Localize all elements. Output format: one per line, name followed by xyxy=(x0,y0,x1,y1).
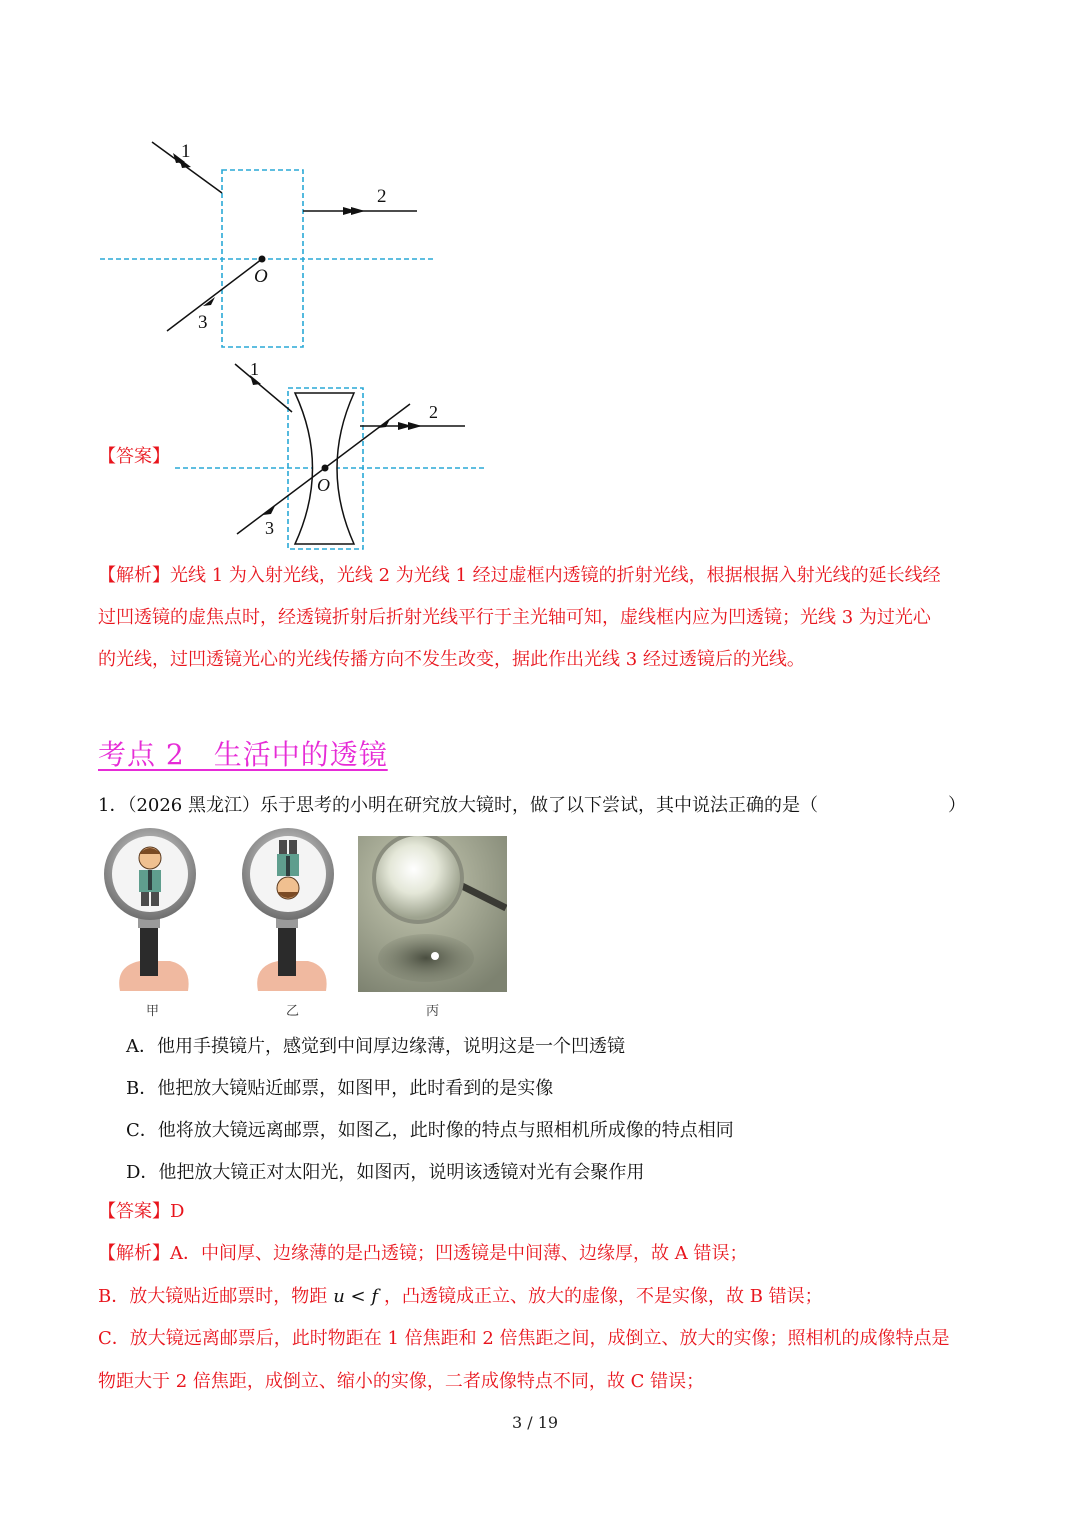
option-b: B．他把放大镜贴近邮票，如图甲，此时看到的是实像 xyxy=(126,1078,554,1099)
magnifier-photo-yi xyxy=(238,826,343,991)
analysis-2-line-1 xyxy=(98,1233,747,1275)
math-u-less-f: u < f xyxy=(333,1286,379,1307)
caption-bing: 丙 xyxy=(426,1004,440,1019)
analysis-tag: 【解析】 xyxy=(98,1243,170,1264)
option-a: A．他用手摸镜片，感觉到中间厚边缘薄，说明这是一个凹透镜 xyxy=(126,1036,625,1057)
analysis-text: 光线 1 为入射光线，光线 2 为光线 1 经过虚框内透镜的折射光线，根据根据入射光线的延长线经 xyxy=(170,565,941,586)
ray-1 xyxy=(235,364,292,412)
analysis-2-line-2 xyxy=(98,1276,823,1318)
answer-2 xyxy=(98,1191,184,1233)
label-1: 1 xyxy=(181,141,191,162)
label-3: 3 xyxy=(198,312,208,333)
question-stem-end: ） xyxy=(948,795,966,816)
ray-3 xyxy=(167,259,262,331)
label-o: O xyxy=(254,266,268,287)
analysis-1-line-3: 的光线，过凹透镜光心的光线传播方向不发生改变，据此作出光线 3 经过透镜后的光线。 xyxy=(98,649,805,670)
analysis-tag: 【解析】 xyxy=(98,565,170,586)
answer-tag-1: 【答案】 xyxy=(98,446,170,467)
caption-jia: 甲 xyxy=(146,1004,160,1019)
analysis-text: ，凸透镜成正立、放大的虚像，不是实像，故 B 错误； xyxy=(384,1286,823,1307)
analysis-2-line-4: 物距大于 2 倍焦距，成倒立、缩小的实像，二者成像特点不同，故 C 错误； xyxy=(98,1371,705,1392)
sunlight-focus-photo-bing xyxy=(358,836,507,992)
label-2: 2 xyxy=(429,402,438,422)
optical-center-dot xyxy=(322,465,329,472)
analysis-1-line-1 xyxy=(98,555,941,597)
answer-tag: 【答案】 xyxy=(98,1201,170,1222)
question-stem: 1．（2026 黑龙江）乐于思考的小明在研究放大镜时，做了以下尝试，其中说法正确的是（ xyxy=(98,795,818,816)
lens-box-diagram xyxy=(95,135,440,355)
analysis-2-line-3: C．放大镜远离邮票后，此时物距在 1 倍焦距和 2 倍焦距之间，成倒立、放大的实像；照相机的成像特点是 xyxy=(98,1328,950,1349)
caption-yi: 乙 xyxy=(286,1004,300,1019)
label-o: O xyxy=(317,475,330,495)
label-2: 2 xyxy=(377,186,387,207)
focused-light-spot xyxy=(431,952,439,960)
option-c: C．他将放大镜远离邮票，如图乙，此时像的特点与照相机所成像的特点相同 xyxy=(126,1120,734,1141)
magnifier-lens xyxy=(374,836,462,922)
analysis-text: B．放大镜贴近邮票时，物距 xyxy=(98,1286,328,1307)
concave-lens-diagram xyxy=(170,358,490,558)
answer-value: D xyxy=(170,1201,185,1222)
analysis-text: A．中间厚、边缘薄的是凸透镜；凹透镜是中间薄、边缘厚，故 A 错误； xyxy=(170,1243,748,1264)
label-3: 3 xyxy=(265,518,274,538)
label-1: 1 xyxy=(250,359,259,379)
option-d: D．他把放大镜正对太阳光，如图丙，说明该透镜对光有会聚作用 xyxy=(126,1162,645,1183)
analysis-1-line-2: 过凹透镜的虚焦点时，经透镜折射后折射光线平行于主光轴可知，虚线框内应为凹透镜；光线 3 为过光心 xyxy=(98,607,931,628)
page-number: 3 / 19 xyxy=(512,1413,559,1432)
magnifier-photo-jia xyxy=(100,826,205,991)
optical-center-dot xyxy=(259,256,266,263)
section-title: 考点 2 生活中的透镜 xyxy=(98,738,388,771)
